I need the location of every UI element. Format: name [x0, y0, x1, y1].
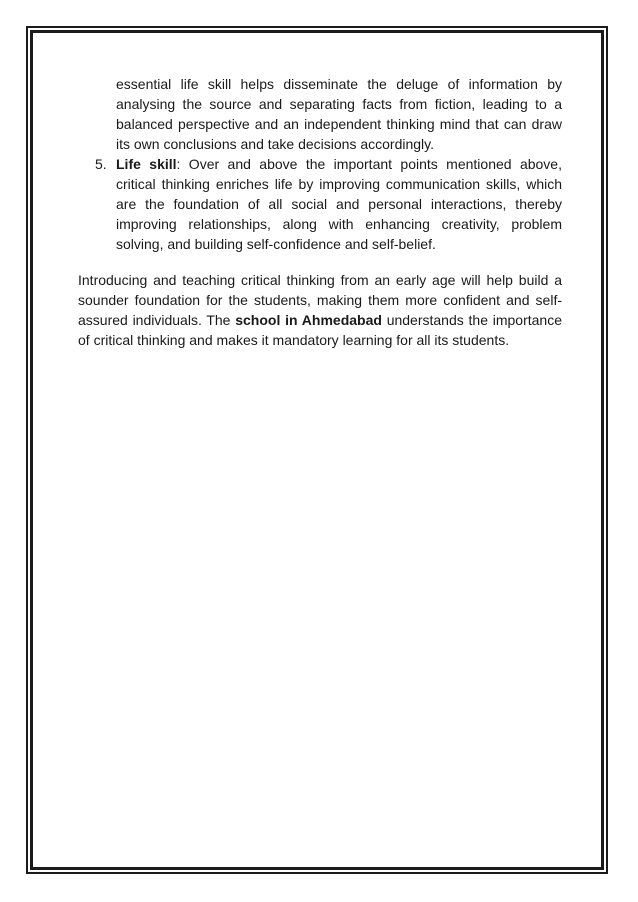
list-item-body: : Over and above the important points mentioned above, critical thinking enriches life by improving communication skills, which are the foundation of all social and personal interactions, thereby improving relationships, along with enhancing creativity, problem solving, and building self-confidence and self-belief. — [116, 156, 562, 252]
list-item-continuation — [78, 74, 562, 154]
list-number: 5. — [95, 156, 107, 172]
closing-paragraph — [78, 270, 562, 350]
list-item-5 — [78, 154, 562, 254]
document-content — [78, 74, 562, 350]
paragraph-text-1: Introducing and teaching critical thinking from an early age will help build a sounder foundation for the students, making them more confident and self-assured individuals. The — [78, 272, 562, 328]
list-continuation-text: essential life skill helps disseminate the deluge of information by analysing the source and separating facts from fiction, leading to a balanced perspective and an independent thinking mind that can draw its own conclusions and take decisions accordingly. — [116, 76, 562, 152]
paragraph-text-2: understands the importance of critical thinking and makes it mandatory learning for all its students. — [78, 312, 562, 348]
list-item-title: Life skill — [116, 156, 177, 172]
school-link[interactable]: school in Ahmedabad — [235, 312, 382, 328]
